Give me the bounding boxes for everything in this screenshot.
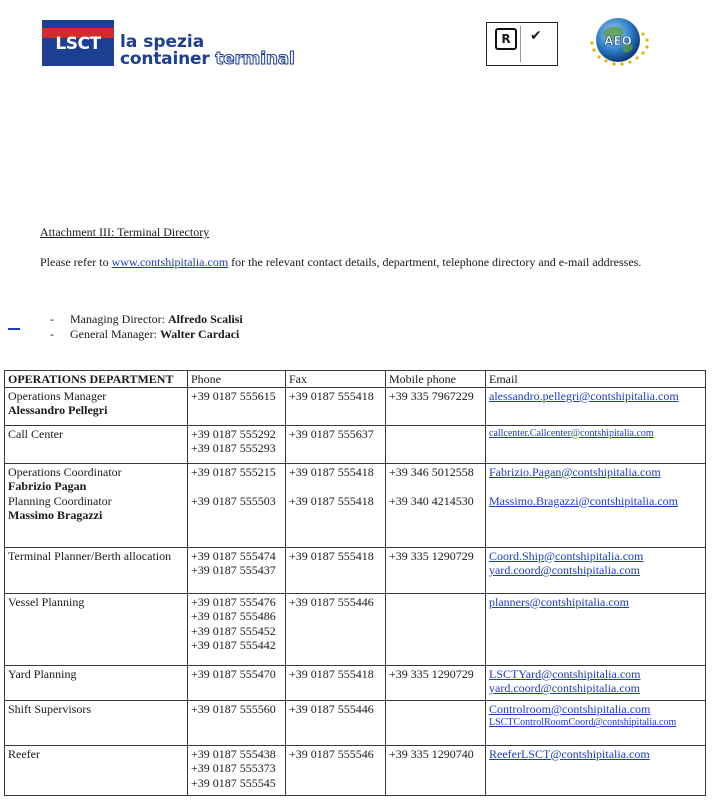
email-cell	[486, 700, 706, 745]
email-link[interactable]: ReeferLSCT@contshipitalia.com	[489, 746, 650, 761]
fax-cell: +39 0187 555637	[286, 425, 386, 463]
header-fax: Fax	[286, 371, 386, 388]
email-link[interactable]: callcenter.Callcenter@contshipitalia.com	[489, 427, 654, 439]
table-row	[5, 665, 706, 700]
ukas-icon: ✔	[530, 28, 542, 44]
mobile-cell: +39 335 1290740	[386, 745, 486, 795]
mobile-cell	[386, 700, 486, 745]
email-link[interactable]: Controlroom@contshipitalia.com	[489, 701, 651, 716]
company-name-line1: la spezia	[120, 32, 205, 52]
margin-mark	[8, 328, 20, 330]
lloyds-register-icon: R	[490, 26, 521, 62]
refer-paragraph	[40, 255, 641, 270]
managing-director: - Managing Director: Alfredo Scalisi	[50, 312, 243, 326]
table-row	[5, 700, 706, 745]
phone-cell: +39 0187 555470	[188, 665, 286, 700]
email-link[interactable]: Massimo.Bragazzi@contshipitalia.com	[489, 493, 679, 508]
table-row	[5, 387, 706, 425]
email-cell	[486, 665, 706, 700]
email-cell	[486, 745, 706, 795]
email-cell	[486, 547, 706, 593]
department-cell: Operations Coordinator Fabrizio Pagan Planning Coordinator Massimo Bragazzi	[5, 463, 188, 547]
refer-suffix: for the relevant contact details, department, telephone directory and e-mail addresses.	[231, 255, 642, 269]
certification-badge	[486, 22, 558, 66]
department-cell: Vessel Planning	[5, 593, 188, 665]
fax-cell: +39 0187 555418 +39 0187 555418	[286, 463, 386, 547]
table-row	[5, 745, 706, 795]
mobile-cell	[386, 425, 486, 463]
management-contacts	[50, 312, 243, 342]
website-link[interactable]: www.contshipitalia.com	[111, 255, 229, 269]
department-cell: Reefer	[5, 745, 188, 795]
header-email: Email	[486, 371, 706, 388]
fax-cell: +39 0187 555418	[286, 665, 386, 700]
phone-cell: +39 0187 555292 +39 0187 555293	[188, 425, 286, 463]
email-cell	[486, 463, 706, 547]
attachment-title: Attachment III: Terminal Directory	[40, 225, 210, 239]
department-cell: Operations Manager Alessandro Pellegri	[5, 387, 188, 425]
managing-director-label: Managing Director:	[70, 312, 165, 326]
mobile-cell	[386, 593, 486, 665]
mobile-cell: +39 346 5012558 +39 340 4214530	[386, 463, 486, 547]
department-cell: Call Center	[5, 425, 188, 463]
operations-directory-table	[4, 370, 706, 796]
email-link[interactable]: Coord.Ship@contshipitalia.com	[489, 548, 644, 563]
phone-cell: +39 0187 555476 +39 0187 555486 +39 0187 555452 +39 0187 555442	[188, 593, 286, 665]
phone-cell: +39 0187 555438 +39 0187 555373 +39 0187 555545	[188, 745, 286, 795]
department-cell: Terminal Planner/Berth allocation	[5, 547, 188, 593]
email-link[interactable]: LSCTControlRoomCoord@contshipitalia.com	[489, 717, 677, 728]
email-link[interactable]: alessandro.pellegri@contshipitalia.com	[489, 388, 679, 403]
email-cell	[486, 387, 706, 425]
refer-prefix: Please refer to	[40, 255, 109, 269]
email-link[interactable]: Fabrizio.Pagan@contshipitalia.com	[489, 464, 661, 479]
department-cell: Yard Planning	[5, 665, 188, 700]
phone-cell: +39 0187 555615	[188, 387, 286, 425]
department-cell: Shift Supervisors	[5, 700, 188, 745]
aeo-globe-icon	[585, 12, 659, 72]
lsct-logo	[42, 20, 114, 66]
fax-cell: +39 0187 555546	[286, 745, 386, 795]
phone-cell: +39 0187 555215 +39 0187 555503	[188, 463, 286, 547]
fax-cell: +39 0187 555446	[286, 593, 386, 665]
mobile-cell: +39 335 1290729	[386, 665, 486, 700]
email-link[interactable]: yard.coord@contshipitalia.com	[489, 681, 641, 695]
managing-director-name: Alfredo Scalisi	[167, 312, 243, 326]
table-header-row	[5, 371, 706, 388]
email-link[interactable]: planners@contshipitalia.com	[489, 594, 630, 609]
table-row	[5, 425, 706, 463]
table-row	[5, 593, 706, 665]
table-row	[5, 547, 706, 593]
header-phone: Phone	[188, 371, 286, 388]
mobile-cell: +39 335 1290729	[386, 547, 486, 593]
email-cell	[486, 593, 706, 665]
header-mobile: Mobile phone	[386, 371, 486, 388]
company-name-line2b: terminal	[215, 49, 295, 69]
company-name	[120, 34, 295, 68]
company-name-line2a: container	[120, 49, 210, 69]
lsct-logo-text: LSCT	[55, 34, 101, 54]
general-manager-label: General Manager:	[70, 327, 157, 341]
table-row	[5, 463, 706, 547]
phone-cell: +39 0187 555474 +39 0187 555437	[188, 547, 286, 593]
general-manager-name: Walter Cardaci	[159, 327, 240, 341]
fax-cell: +39 0187 555446	[286, 700, 386, 745]
aeo-text: AEO	[604, 34, 632, 48]
email-link[interactable]: yard.coord@contshipitalia.com	[489, 563, 641, 577]
general-manager: - General Manager: Walter Cardaci	[50, 327, 240, 341]
email-link[interactable]: LSCTYard@contshipitalia.com	[489, 666, 641, 681]
header-department: OPERATIONS DEPARTMENT	[5, 371, 188, 388]
fax-cell: +39 0187 555418	[286, 387, 386, 425]
fax-cell: +39 0187 555418	[286, 547, 386, 593]
mobile-cell: +39 335 7967229	[386, 387, 486, 425]
phone-cell: +39 0187 555560	[188, 700, 286, 745]
email-cell	[486, 425, 706, 463]
